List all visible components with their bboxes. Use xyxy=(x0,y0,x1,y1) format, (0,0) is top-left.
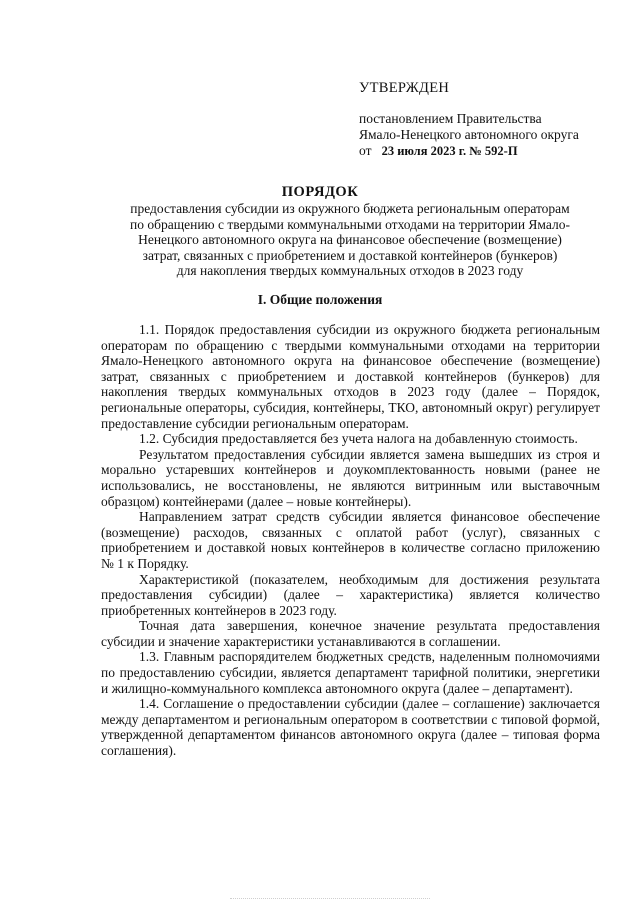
subtitle-line: затрат, связанных с приобретением и доставкой контейнеров (бункеров) xyxy=(142,247,558,263)
paragraph-1-3: 1.3. Главным распорядителем бюджетных средств, наделенным полномочиями по предоставлению субсидии, является департамент тарифной политики, энергетики и жилищно-коммунального комплекса автономного округа (далее – департамент). xyxy=(101,649,600,696)
subtitle-line: для накопления твердых коммунальных отходов в 2023 году xyxy=(176,263,524,278)
approved-label: УТВЕРЖДЕН xyxy=(359,80,450,96)
subtitle-line: предоставления субсидии из окружного бюджета региональным операторам xyxy=(130,201,570,216)
paragraph-1-1: 1.1. Порядок предоставления субсидии из окружного бюджета региональным операторам по обращению с твердыми коммунальными отходами на территории Ямало-Ненецкого автономного округа на финансовое обеспечение (возмещение) затрат, связанных с приобретением и доставкой контейнеров (бункеров) для накопления твердых коммунальных отходов в 2023 году (далее – Порядок, региональные операторы, субсидия, контейнеры, ТКО, автономный округ) регулирует предоставление субсидии региональным операторам. xyxy=(101,322,600,431)
paragraph-1-2: 1.2. Субсидия предоставляется без учета налога на добавленную стоимость. xyxy=(139,431,578,447)
paragraph-completion-date: Точная дата завершения, конечное значение результата предоставления субсидии и значение характеристики устанавливаются в соглашении. xyxy=(101,618,600,649)
page-edge-divider xyxy=(230,898,430,901)
subtitle-line: Ненецкого автономного округа на финансовое обеспечение (возмещение) xyxy=(138,232,562,247)
subtitle-line: по обращению с твердыми коммунальными отходами на территории Ямало- xyxy=(130,216,570,232)
decree-line-1: постановлением Правительства xyxy=(359,111,542,126)
decree-line-2: Ямало-Ненецкого автономного округа xyxy=(359,127,579,142)
decree-date: 23 июля 2023 г. № 592-П xyxy=(381,144,518,158)
decree-from: от xyxy=(359,143,372,158)
paragraph-1-4: 1.4. Соглашение о предоставлении субсидии (далее – соглашение) заключается между департаментом и региональным оператором в соответствии с типовой формой, утвержденной департаментом финансов автономного округа (далее – типовая форма соглашения). xyxy=(101,696,600,759)
document-title: ПОРЯДОК xyxy=(281,184,359,200)
section-heading: I. Общие положения xyxy=(257,292,383,307)
decree-block xyxy=(359,111,579,159)
paragraph-result: Результатом предоставления субсидии является замена вышедших из строя и морально устаревших контейнеров и доукомплектованность новыми (ранее не использовались, не восстановлены, не являются витринным или выставочным образцом) контейнерами (далее – новые контейнеры). xyxy=(101,446,600,509)
decree-date-line xyxy=(359,143,579,159)
paragraph-characteristic: Характеристикой (показателем, необходимым для достижения результата предоставления субсидии) (далее – характеристика) является количество приобретенных контейнеров в 2023 году. xyxy=(101,571,600,618)
paragraph-direction: Направлением затрат средств субсидии является финансовое обеспечение (возмещение) расходов, связанных с оплатой работ (услуг), связанных с приобретением и доставкой новых контейнеров в количестве согласно приложению № 1 к Порядку. xyxy=(101,509,600,571)
document-subtitle xyxy=(100,201,600,279)
document-body xyxy=(101,322,600,759)
